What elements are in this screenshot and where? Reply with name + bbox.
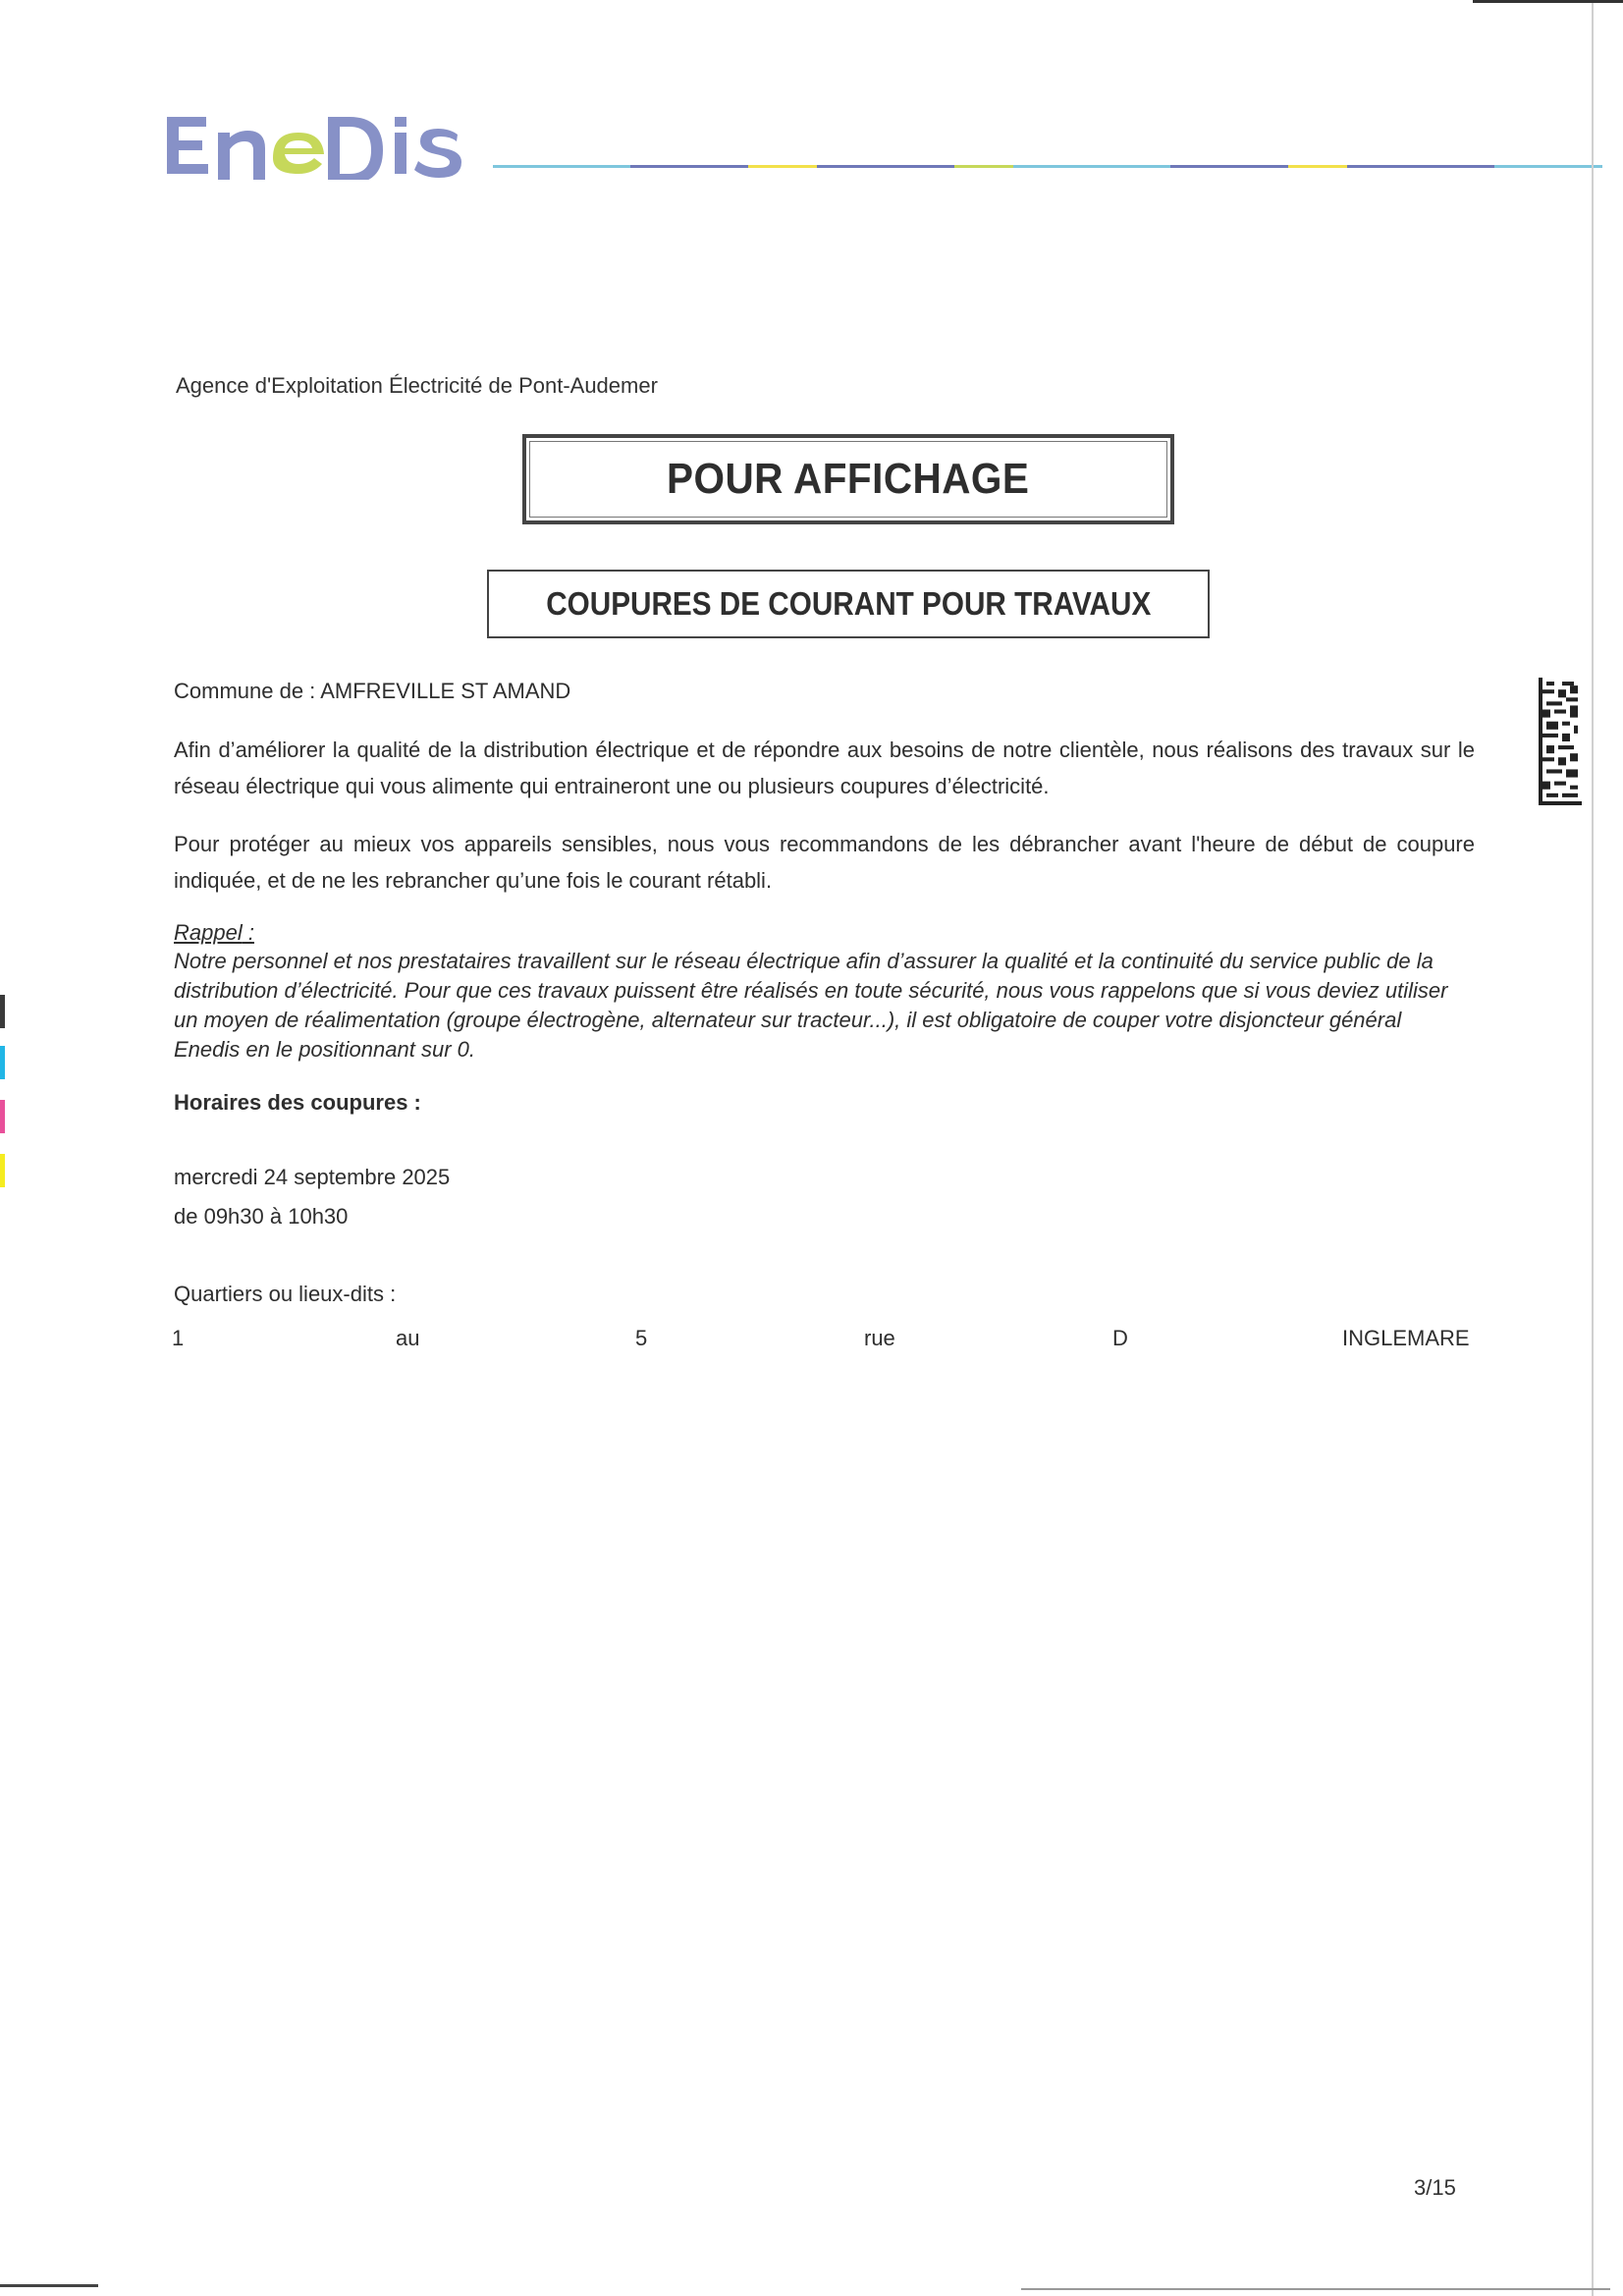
- coupures-box: [487, 570, 1210, 638]
- horaires-heading: Horaires des coupures :: [174, 1090, 421, 1115]
- rappel-title: Rappel: [174, 920, 243, 945]
- pour-affichage-box: [522, 434, 1174, 524]
- outage-time: de 09h30 à 10h30: [174, 1204, 349, 1229]
- color-mark-yellow: [0, 1154, 5, 1187]
- rappel-text: Notre personnel et nos prestataires travaillent sur le réseau électrique afin d’assurer la qualité et la continuité du service public de la distribution d’électricité. Pour que ces travaux puissent être réalisés en toute sécurité, nous vous rappelons que si vous deviez utiliser un moyen de réalimentation (groupe électrogène, alternateur sur tracteur...), il est obligatoire de couper votre disjoncteur général Enedis en le positionnant sur 0.: [174, 949, 1448, 1062]
- color-mark-cyan: [0, 1046, 5, 1079]
- enedis-logo: [163, 103, 477, 180]
- rappel-colon: :: [242, 920, 254, 945]
- pour-affichage-label: POUR AFFICHAGE: [667, 455, 1030, 503]
- address-to: 5: [635, 1326, 648, 1350]
- commune-line: Commune de : AMFREVILLE ST AMAND: [174, 679, 571, 703]
- scan-edge-top: [1473, 0, 1623, 3]
- datamatrix-code: [1539, 678, 1582, 805]
- header-rule: [493, 165, 1602, 169]
- agency-name: Agence d'Exploitation Électricité de Pont-Audemer: [176, 373, 658, 398]
- scan-edge-right: [1592, 0, 1594, 2296]
- address-name: INGLEMARE: [1342, 1326, 1470, 1350]
- intro-paragraph: Afin d’améliorer la qualité de la distribution électrique et de répondre aux besoins de notre clientèle, nous réalisons des travaux sur le réseau électrique qui vous alimente qui entraineront une ou plusieurs coupures d’électricité.: [174, 738, 1475, 798]
- address-separator: au: [396, 1326, 420, 1350]
- page-number: 3/15: [1414, 2175, 1456, 2200]
- advice-paragraph: Pour protéger au mieux vos appareils sensibles, nous vous recommandons de les débrancher avant l'heure de début de coupure indiquée, et de ne les rebrancher qu’une fois le courant rétabli.: [174, 832, 1475, 893]
- address-row: [0, 1320, 1623, 1356]
- rappel-heading: [174, 918, 1475, 948]
- color-mark-black: [0, 995, 5, 1028]
- coupures-label: COUPURES DE COURANT POUR TRAVAUX: [545, 585, 1152, 622]
- address-from: 1: [172, 1326, 185, 1350]
- color-mark-magenta: [0, 1100, 5, 1133]
- quartiers-heading: Quartiers ou lieux-dits :: [174, 1282, 397, 1306]
- outage-date: mercredi 24 septembre 2025: [174, 1165, 451, 1189]
- scan-edge-bottom-right: [1021, 2288, 1610, 2290]
- address-particle: D: [1112, 1326, 1128, 1350]
- scan-edge-bottom: [0, 2284, 98, 2287]
- address-type: rue: [864, 1326, 895, 1350]
